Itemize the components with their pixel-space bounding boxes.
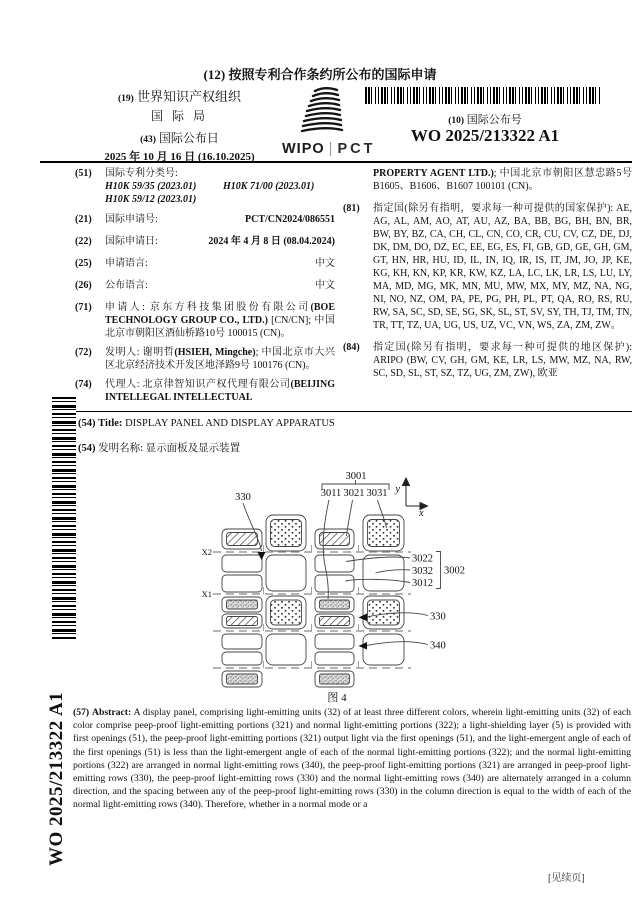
label-330-top: 330 — [235, 492, 251, 503]
inventor-name-en: (HSIEH, Mingche) — [174, 347, 256, 358]
field-21-application-number — [75, 213, 335, 226]
tag-81: (81) — [343, 203, 360, 214]
filing-language-label: 申请语言: — [105, 258, 148, 269]
label-x2: X2 — [201, 547, 212, 557]
field-26-publication-language — [75, 279, 335, 292]
field-72-inventor — [75, 346, 335, 372]
label-3032: 3032 — [412, 566, 433, 577]
inventor-name: 发明人: 谢明哲 — [105, 347, 175, 358]
field-81-designated-states — [343, 202, 632, 332]
tag-84: (84) — [343, 342, 360, 353]
header-divider — [40, 161, 632, 163]
pubno-label: 国际公布号 — [466, 114, 522, 126]
title-label-zh: 发明名称: — [98, 443, 144, 454]
pubno-label-line — [365, 111, 605, 127]
title-text-en: DISPLAY PANEL AND DISPLAY APPARATUS — [125, 418, 335, 429]
tag-10: (10) — [448, 116, 465, 126]
application-number-label: 国际申请号: — [105, 214, 158, 225]
abstract-text: A display panel, comprising light-emitting units (32) of at least three different colors, wherein light-emitting units (32) of each color comprise peep-proof light-emitting portions (321) and normal light-emitting portions (322); a light-shielding layer (5) is provided with first openings (51), the peep-proof light-emitting portions (321) output light via the first openings (51), and the light-emergent angle of each of the first openings (51) is less than the light-emergent angle of each of the normal light-emitting portions (322); and the normal light-emitting portions (322) are arranged in normal light-emitting rows (340), the peep-proof light-emitting portions (321) are arranged in peep-proof light-emitting rows (330), the peep-proof light-emitting rows (330) and the normal light-emitting rows (340) are alternately arranged in a column direction, and the spacing between any of the peep-proof light-emitting rows (330) in the column direction is equal to the width of each of the normal light-emitting rows (340). Therefore, whether in a normal mode or a — [73, 707, 632, 811]
tag-51: (51) — [75, 168, 92, 179]
tag-72: (72) — [75, 347, 92, 358]
tag-22: (22) — [75, 236, 92, 247]
field-51-ipc — [75, 167, 335, 206]
applicant-name: 申请人: 京东方科技集团股份有限公司 — [105, 302, 311, 313]
xy-axis-icon — [403, 478, 428, 510]
field-22-filing-date — [75, 235, 335, 248]
tag-71: (71) — [75, 302, 92, 313]
application-number-value: PCT/CN2024/086551 — [245, 214, 335, 225]
biblio-left-column — [75, 167, 335, 404]
label-3011: 3011 — [320, 488, 342, 499]
agent-address: ; 中国北京市朝阳区慧忠路5号B1605、B1606、B1607 100101 (CN)。 — [373, 168, 632, 192]
field-74-agent — [75, 378, 335, 404]
label-3002: 3002 — [444, 565, 465, 577]
doc-type-line — [0, 64, 640, 83]
wipo-logo-icon — [294, 87, 356, 139]
issuing-org-block — [92, 86, 267, 164]
designated-states-codes: AE, AG, AL, AM, AO, AT, AU, AZ, BA, BB, BG, BH, BN, BR, BW, BY, BZ, CA, CH, CL, CN, CO, CR, CU, CV, CZ, DE, DJ, DK, DM, DO, DZ, EC, EE, EG, ES, FI, GB, GD, GE, GH, GM, GT, HN, HR, HU, ID, IL, IN, IQ, IR, IS, IT, JM, JO, JP, KE, KG, KH, KN, KP, KR, KW, KZ, LA, LC, LK, LR, LS, LU, LY, MA, MD, MG, MK, MN, MU, MW, MX, MY, MZ, NA, NG, NI, NO, NZ, OM, PA, PE, PG, PH, PL, PT, QA, RO, RS, RU, RW, SA, SC, SD, SE, SG, SK, SL, ST, SV, SY, TH, TJ, TM, TN, TR, TT, TZ, UA, UG, US, UZ, VC, VN, WS, ZA, ZM, ZW。 — [373, 203, 632, 331]
tag-21: (21) — [75, 214, 92, 225]
agent-name-en: (BEIJING INTELLEGAL INTELLECTUAL — [105, 379, 335, 403]
wipo-pct-wordmark — [282, 141, 375, 157]
agent-name-en-cont: PROPERTY AGENT LTD.) — [373, 168, 494, 179]
applicant-address: [CN/CN]; 中国北京市朝阳区酒仙桥路10号 100015 (CN)。 — [105, 315, 336, 339]
publication-number: WO 2025/213322 A1 — [410, 126, 560, 145]
title-chinese — [78, 440, 632, 455]
tag-26: (26) — [75, 280, 92, 291]
abstract-section — [73, 706, 631, 812]
tag-74: (74) — [75, 379, 92, 390]
biblio-right-column — [343, 167, 632, 380]
tag-19: (19) — [117, 94, 134, 104]
label-3021: 3021 — [343, 488, 365, 499]
ipc-label: 国际专利分类号: — [105, 168, 178, 179]
ipc-code-1: H10K 59/35 (2023.01) — [105, 181, 197, 192]
doc-type-text: 按照专利合作条约所公布的国际申请 — [228, 67, 437, 82]
regional-protection-codes: ARIPO (BW, CV, GH, GM, KE, LR, LS, MW, MZ, NA, RW, SC, SD, SL, ST, SZ, TZ, UG, ZM, ZW), 欧亚 — [373, 355, 632, 379]
pubdate-label: 国际公布日 — [158, 131, 219, 145]
org-bureau: 国 际 局 — [150, 109, 208, 123]
label-3022: 3022 — [412, 553, 433, 565]
filing-date-label: 国际申请日: — [105, 236, 158, 247]
figure-4-drawing — [190, 466, 470, 711]
label-x1: X1 — [201, 589, 212, 599]
axis-x-label: x — [419, 508, 424, 519]
field-84-regional-protection — [343, 341, 632, 380]
axis-y-label: y — [395, 484, 400, 495]
tag-25: (25) — [75, 258, 92, 269]
publication-language-label: 公布语言: — [105, 280, 148, 291]
tag-43: (43) — [140, 135, 156, 145]
tag-54-en: (54) — [78, 418, 96, 429]
pubdate-value: 2025 年 10 月 16 日 (16.10.2025) — [104, 151, 255, 163]
pct-text: PCT — [337, 141, 376, 157]
emitting-unit-rects — [222, 515, 404, 687]
abstract-label: Abstract: — [91, 707, 132, 718]
inventor-address: ; 中国北京市大兴区北京经济技术开发区地泽路9号 100176 (CN)。 — [105, 347, 335, 371]
ref-3002-bracket — [436, 552, 441, 589]
agent-name: 代理人: 北京律智知识产权代理有限公司 — [105, 379, 291, 390]
regional-protection-lead: 指定国(除另有指明，要求每一种可提供的地区保护): — [373, 342, 632, 353]
ipc-code-3: H10K 59/12 (2023.01) — [105, 194, 197, 205]
filing-date-value: 2024 年 4 月 8 日 (08.04.2024) — [208, 236, 335, 247]
label-3012: 3012 — [412, 578, 433, 589]
field-25-filing-language — [75, 257, 335, 270]
tag-12: (12) — [203, 67, 226, 82]
publication-language-value: 中文 — [315, 280, 335, 291]
wipo-text: WIPO — [282, 141, 325, 157]
field-74-continuation — [343, 167, 632, 193]
title-divider — [72, 411, 632, 412]
label-330-right: 330 — [430, 611, 446, 623]
continued-note: [见续页] — [548, 873, 585, 884]
label-340: 340 — [430, 640, 446, 652]
tag-54-zh: (54) — [78, 443, 96, 454]
applicant-name-en: (BOE TECHNOLOGY GROUP CO., LTD.) — [105, 302, 335, 326]
label-3001: 3001 — [345, 471, 367, 482]
filing-language-value: 中文 — [315, 258, 335, 269]
figure-caption: 图 4 — [327, 692, 347, 704]
ipc-code-2: H10K 71/00 (2023.01) — [223, 181, 315, 192]
label-3031: 3031 — [366, 488, 388, 499]
barcode-top — [365, 87, 600, 104]
logo-separator: | — [328, 141, 334, 157]
field-71-applicant — [75, 301, 335, 340]
sidebar-publication-number: WO 2025/213322 A1 — [46, 691, 67, 866]
title-english — [78, 418, 632, 429]
tag-57: (57) — [73, 707, 90, 718]
title-text-zh: 显示面板及显示装置 — [145, 443, 241, 454]
barcode-side — [52, 397, 76, 639]
title-label-en: Title: — [98, 418, 123, 429]
designated-states-lead: 指定国(除另有指明，要求每一种可提供的国家保护): — [373, 203, 617, 214]
org-name: 世界知识产权组织 — [137, 89, 242, 104]
